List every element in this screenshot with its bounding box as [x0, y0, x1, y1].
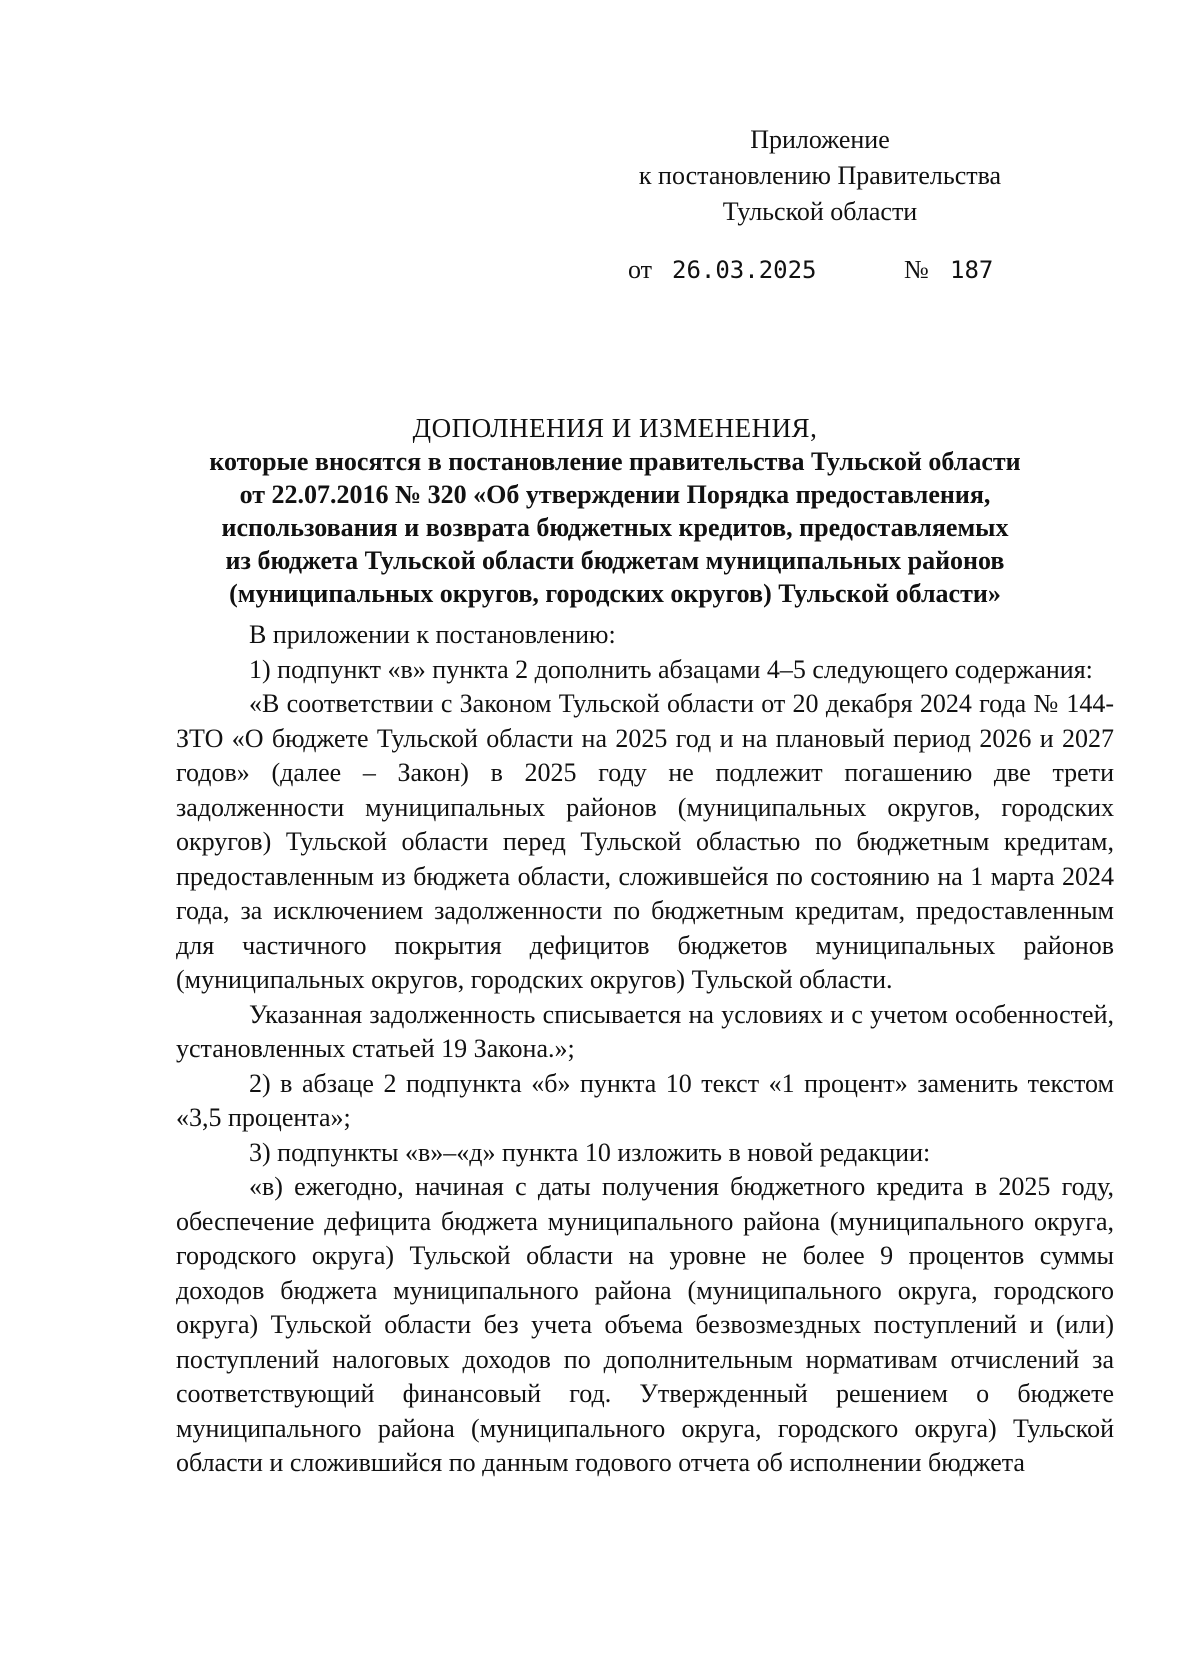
- document-body: [176, 618, 1114, 1481]
- title-line: (муниципальных округов, городских округов) Тульской области»: [229, 579, 1001, 608]
- number-label: №: [904, 255, 929, 284]
- document-title: [150, 412, 1080, 610]
- title-main: ДОПОЛНЕНИЯ И ИЗМЕНЕНИЯ,: [412, 413, 818, 443]
- body-paragraph: 3) подпункты «в»–«д» пункта 10 изложить в новой редакции:: [249, 1137, 931, 1167]
- title-line: от 22.07.2016 № 320 «Об утверждении Порядка предоставления,: [239, 480, 991, 509]
- appendix-header: [600, 122, 1040, 230]
- appendix-line: Приложение: [750, 125, 890, 154]
- body-paragraph: «в) ежегодно, начиная с даты получения бюджетного кредита в 2025 году, обеспечение дефицита бюджета муниципального района (муниципального округа, городского округа) Тульской области на уровне не более 9 процентов суммы доходов бюджета муниципального района (муниципального округа, городского округа) Тульской области без учета объема безвозмездных поступлений и (или) поступлений налоговых доходов по дополнительным нормативам отчислений за соответствующий финансовый год. Утвержденный решением о бюджете муниципального района (муниципального округа, городского округа) Тульской области и сложившийся по данным годового отчета об исполнении бюджета: [176, 1172, 1114, 1477]
- document-number: 187: [950, 256, 994, 284]
- body-paragraph: 1) подпункт «в» пункта 2 дополнить абзацами 4–5 следующего содержания:: [249, 654, 1093, 684]
- body-paragraph: Указанная задолженность списывается на условиях и с учетом особенностей, установленных статьей 19 Закона.»;: [176, 999, 1114, 1063]
- date-label: от: [628, 255, 653, 284]
- title-line: из бюджета Тульской области бюджетам муниципальных районов: [225, 546, 1005, 575]
- body-paragraph: 2) в абзаце 2 подпункта «б» пункта 10 текст «1 процент» заменить текстом «3,5 процента»;: [176, 1068, 1114, 1132]
- title-line: использования и возврата бюджетных кредитов, предоставляемых: [221, 513, 1009, 542]
- appendix-line: к постановлению Правительства: [638, 161, 1002, 190]
- body-paragraph: В приложении к постановлению:: [249, 620, 616, 649]
- body-paragraph: «В соответствии с Законом Тульской области от 20 декабря 2024 года № 144-ЗТО «О бюджете Тульской области на 2025 год и на плановый период 2026 и 2027 годов» (далее – Закон) в 2025 году не подлежит погашению две трети задолженности муниципальных районов (муниципальных округов, городских округов) Тульской области перед Тульской областью по бюджетным кредитам, предоставленным из бюджета области, сложившейся по состоянию на 1 марта 2024 года, за исключением задолженности по бюджетным кредитам, предоставленным для частичного покрытия дефицитов бюджетов муниципальных районов (муниципальных округов, городских округов) Тульской области.: [176, 689, 1114, 994]
- appendix-line: Тульской области: [722, 197, 918, 226]
- title-line: которые вносятся в постановление правительства Тульской области: [209, 447, 1021, 476]
- document-date: 26.03.2025: [672, 256, 817, 284]
